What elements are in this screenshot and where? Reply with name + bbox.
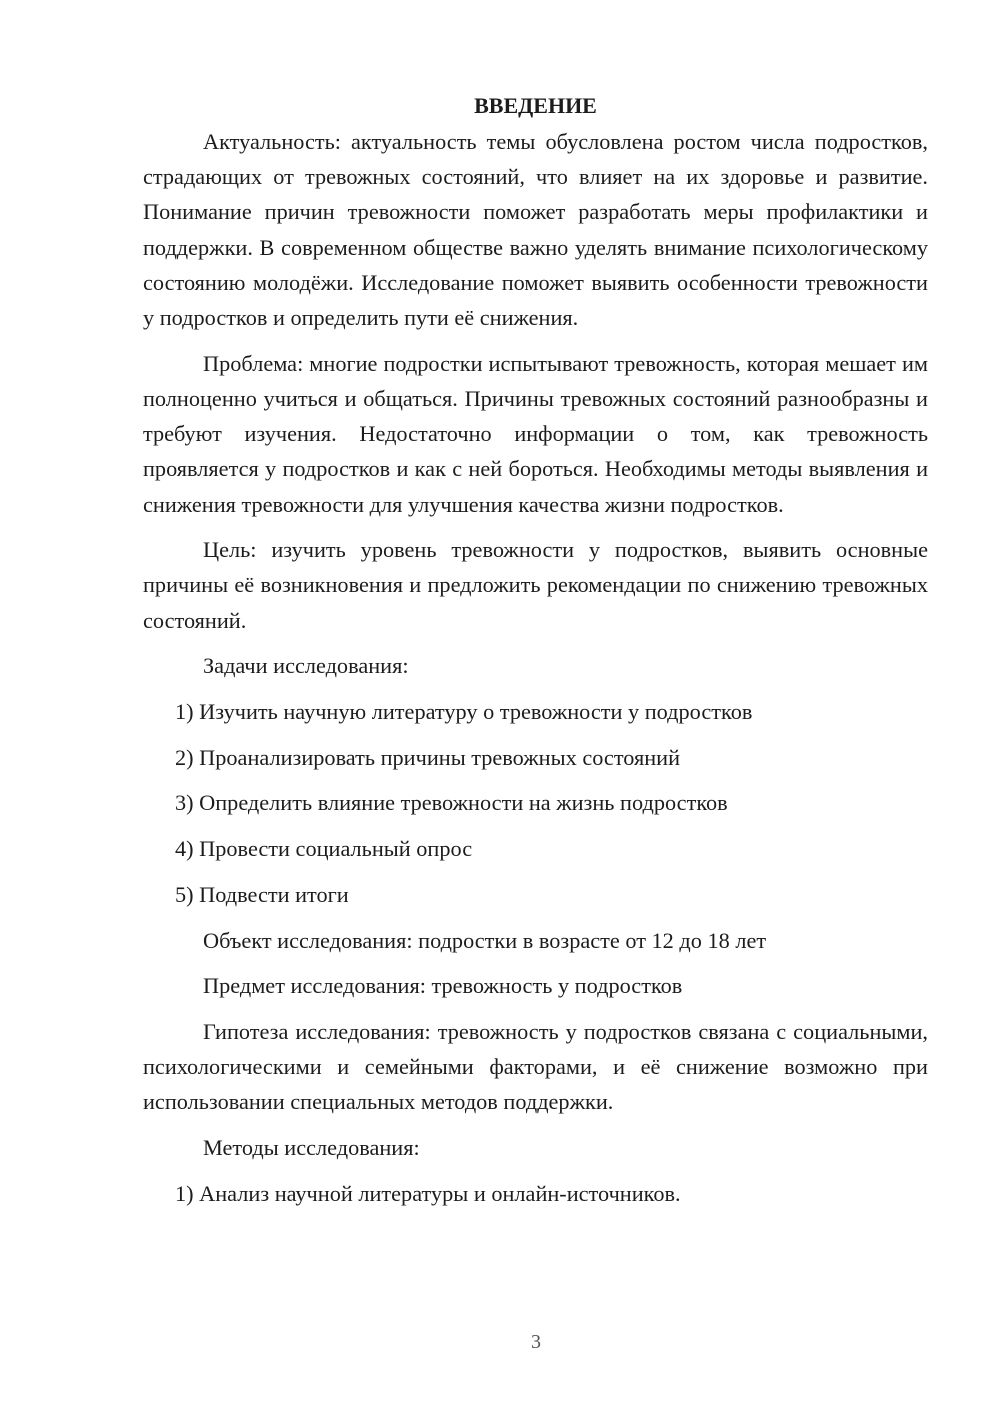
method-item: 1) Анализ научной литературы и онлайн-источников. xyxy=(175,1180,681,1206)
task-item: 5) Подвести итоги xyxy=(175,881,349,907)
research-object: Объект исследования: подростки в возрасте от 12 до 18 лет xyxy=(203,927,767,953)
tasks-heading: Задачи исследования: xyxy=(203,653,409,679)
task-item: 2) Проанализировать причины тревожных состояний xyxy=(175,744,681,770)
page-title: ВВЕДЕНИЕ xyxy=(474,93,597,118)
page-number: 3 xyxy=(531,1331,541,1353)
document-page xyxy=(143,88,928,1221)
task-item: 3) Определить влияние тревожности на жизнь подростков xyxy=(175,790,728,816)
relevance-paragraph: Актуальность: актуальность темы обусловлена ростом числа подростков, страдающих от тревожных состояний, что влияет на их здоровье и развитие. Понимание причин тревожности поможет разработать меры профилактики и поддержки. В современном обществе важно уделять внимание психологическому состоянию молодёжи. Исследование поможет выявить особенности тревожности у подростков и определить пути её снижения. xyxy=(143,129,928,331)
problem-paragraph: Проблема: многие подростки испытывают тревожность, которая мешает им полноценно учиться и общаться. Причины тревожных состояний разнообразны и требуют изучения. Недостаточно информации о том, как тревожность проявляется у подростков и как с ней бороться. Необходимы методы выявления и снижения тревожности для улучшения качества жизни подростков. xyxy=(143,350,928,517)
goal-paragraph: Цель: изучить уровень тревожности у подростков, выявить основные причины её возникновения и предложить рекомендации по снижению тревожных состояний. xyxy=(143,537,928,633)
research-subject: Предмет исследования: тревожность у подростков xyxy=(203,973,683,999)
task-item: 4) Провести социальный опрос xyxy=(175,836,473,862)
task-item: 1) Изучить научную литературу о тревожности у подростков xyxy=(175,699,753,725)
hypothesis-paragraph: Гипотеза исследования: тревожность у подростков связана с социальными, психологическими и семейными факторами, и её снижение возможно при использовании специальных методов поддержки. xyxy=(143,1018,928,1115)
methods-heading: Методы исследования: xyxy=(203,1135,420,1161)
